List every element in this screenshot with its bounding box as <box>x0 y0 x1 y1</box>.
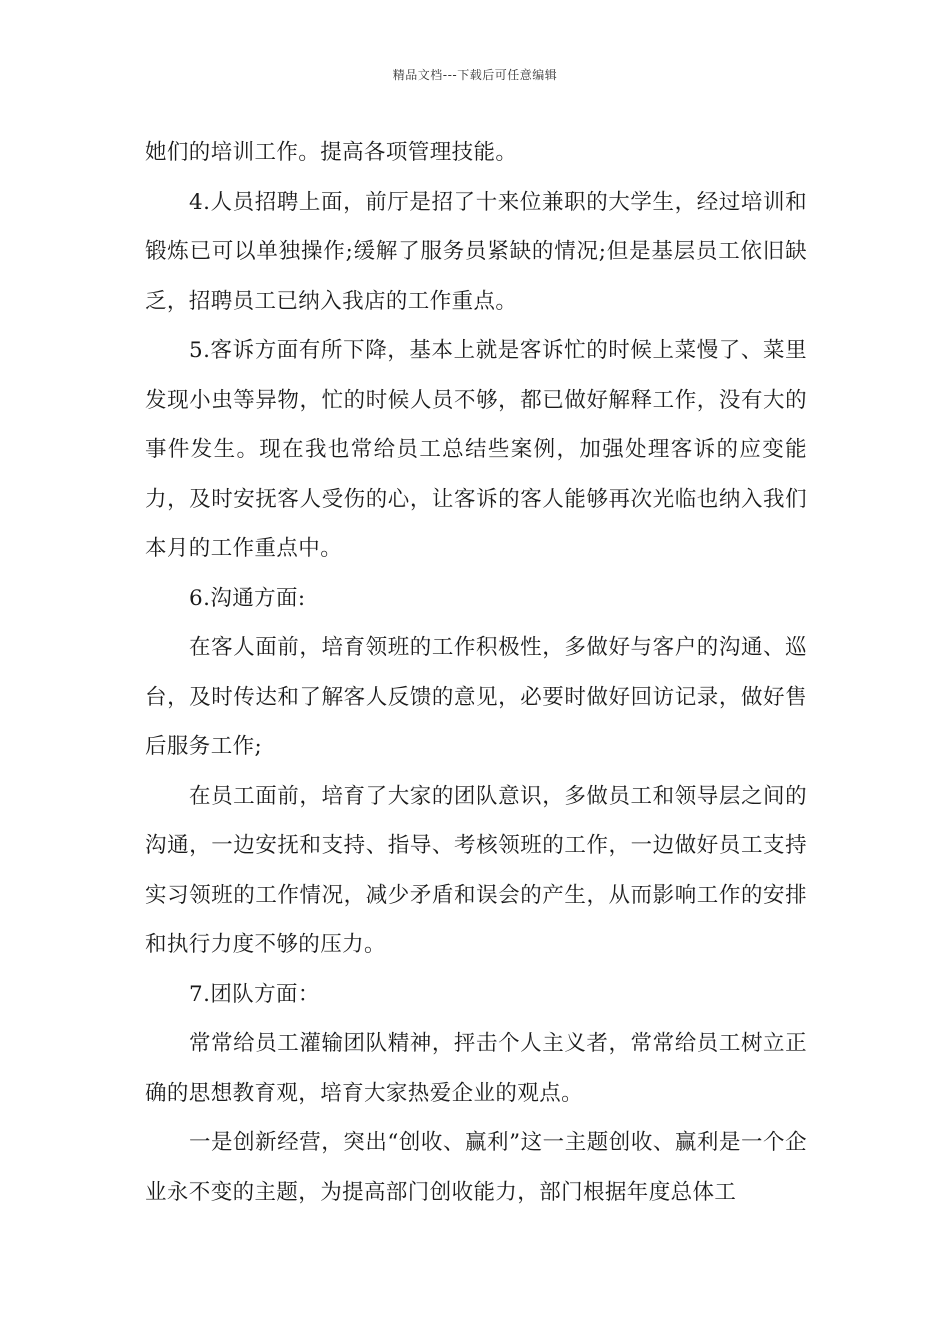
paragraph-7-heading: 7.团队方面： <box>189 981 320 1007</box>
paragraph-6: 在员工面前，培育了大家的团队意识，多做员工和领导层之间的沟通，一边安抚和支持、指导、考核领班的工作，一边做好员工支持实习领班的工作情况，减少矛盾和误会的产生，从而影响工作的安排和执行力度不够的压力。 <box>145 783 807 957</box>
paragraph-4-heading: 6.沟通方面: <box>189 585 306 611</box>
paragraph-3: 5.客诉方面有所下降，基本上就是客诉忙的时候上菜慢了、菜里发现小虫等异物，忙的时候人员不够，都已做好解释工作，没有大的事件发生。现在我也常给员工总结些案例，加强处理客诉的应变能力，及时安抚客人受伤的心，让客诉的客人能够再次光临也纳入我们本月的工作重点中。 <box>145 338 807 561</box>
page-header: 精品文档---下载后可任意编辑 <box>392 68 558 82</box>
paragraph-5: 在客人面前，培育领班的工作积极性，多做好与客户的沟通、巡台，及时传达和了解客人反馈的意见，必要时做好回访记录，做好售后服务工作; <box>145 635 807 759</box>
paragraph-1: 她们的培训工作。提高各项管理技能。 <box>145 140 518 165</box>
paragraph-9: 一是创新经营，突出“创收、赢利”这一主题创收、赢利是一个企业永不变的主题，为提高部门创收能力，部门根据年度总体工 <box>145 1130 807 1205</box>
document-body <box>145 128 807 1217</box>
paragraph-8: 常常给员工灌输团队精神，抨击个人主义者，常常给员工树立正确的思想教育观，培育大家热爱企业的观点。 <box>145 1031 807 1106</box>
paragraph-2: 4.人员招聘上面，前厅是招了十来位兼职的大学生，经过培训和锻炼已可以单独操作;缓解了服务员紧缺的情况;但是基层员工依旧缺乏，招聘员工已纳入我店的工作重点。 <box>145 189 807 314</box>
